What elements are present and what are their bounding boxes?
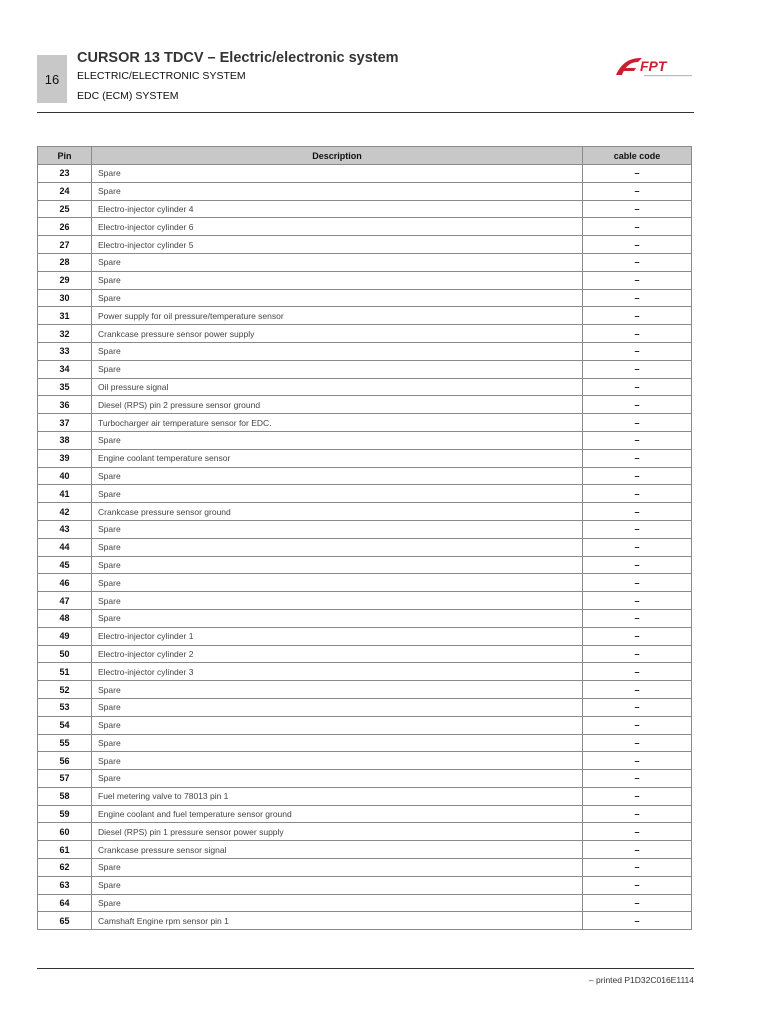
table-row (38, 342, 692, 360)
cable-code-cell: – (583, 182, 692, 200)
table-row (38, 200, 692, 218)
cable-code-cell: – (583, 396, 692, 414)
pin-cell: 56 (38, 752, 92, 770)
table-row (38, 289, 692, 307)
description-cell: Spare (92, 271, 583, 289)
description-cell: Spare (92, 716, 583, 734)
description-cell: Spare (92, 467, 583, 485)
cable-code-cell: – (583, 378, 692, 396)
description-cell: Spare (92, 894, 583, 912)
table-row (38, 485, 692, 503)
cable-code-cell: – (583, 698, 692, 716)
cable-code-cell: – (583, 289, 692, 307)
description-cell: Diesel (RPS) pin 1 pressure sensor power supply (92, 823, 583, 841)
page-number: 16 (44, 71, 60, 87)
table-header-row (38, 147, 692, 165)
pin-cell: 31 (38, 307, 92, 325)
cable-code-cell: – (583, 218, 692, 236)
fpt-logo-icon (614, 54, 698, 80)
cable-code-cell: – (583, 876, 692, 894)
print-code: – printed P1D32C016E1114 (588, 975, 694, 985)
pin-cell: 41 (38, 485, 92, 503)
pin-cell: 57 (38, 770, 92, 788)
pin-cell: 40 (38, 467, 92, 485)
table-row (38, 787, 692, 805)
pin-cell: 33 (38, 342, 92, 360)
pin-cell: 48 (38, 609, 92, 627)
description-cell: Spare (92, 752, 583, 770)
table-row (38, 396, 692, 414)
pin-cell: 38 (38, 431, 92, 449)
section-title: ELECTRIC/ELECTRONIC SYSTEM (77, 70, 246, 82)
table-row (38, 538, 692, 556)
table-row (38, 182, 692, 200)
column-header-pin: Pin (38, 147, 92, 165)
cable-code-cell: – (583, 271, 692, 289)
pin-cell: 35 (38, 378, 92, 396)
header-divider (37, 112, 694, 113)
cable-code-cell: – (583, 805, 692, 823)
pin-cell: 54 (38, 716, 92, 734)
cable-code-cell: – (583, 859, 692, 877)
table-row (38, 503, 692, 521)
table-row (38, 734, 692, 752)
cable-code-cell: – (583, 645, 692, 663)
table-row (38, 663, 692, 681)
table-body (38, 165, 692, 930)
cable-code-cell: – (583, 787, 692, 805)
description-cell: Electro-injector cylinder 1 (92, 627, 583, 645)
cable-code-cell: – (583, 716, 692, 734)
table-row (38, 592, 692, 610)
pin-table (37, 146, 692, 930)
cable-code-cell: – (583, 236, 692, 254)
description-cell: Power supply for oil pressure/temperature sensor (92, 307, 583, 325)
description-cell: Spare (92, 538, 583, 556)
table-row (38, 325, 692, 343)
footer-divider (37, 968, 694, 969)
description-cell: Spare (92, 342, 583, 360)
table-row (38, 218, 692, 236)
table-row (38, 698, 692, 716)
pin-cell: 26 (38, 218, 92, 236)
description-cell: Electro-injector cylinder 6 (92, 218, 583, 236)
pin-cell: 49 (38, 627, 92, 645)
table-row (38, 253, 692, 271)
pin-cell: 63 (38, 876, 92, 894)
pin-cell: 51 (38, 663, 92, 681)
table-row (38, 823, 692, 841)
description-cell: Engine coolant and fuel temperature sensor ground (92, 805, 583, 823)
pin-cell: 43 (38, 520, 92, 538)
description-cell: Crankcase pressure sensor ground (92, 503, 583, 521)
page-number-tab (37, 55, 67, 103)
pin-cell: 47 (38, 592, 92, 610)
table-row (38, 841, 692, 859)
cable-code-cell: – (583, 538, 692, 556)
cable-code-cell: – (583, 503, 692, 521)
cable-code-cell: – (583, 574, 692, 592)
description-cell: Electro-injector cylinder 2 (92, 645, 583, 663)
description-cell: Spare (92, 698, 583, 716)
table-row (38, 378, 692, 396)
description-cell: Camshaft Engine rpm sensor pin 1 (92, 912, 583, 930)
table-row (38, 627, 692, 645)
table-row (38, 859, 692, 877)
cable-code-cell: – (583, 681, 692, 699)
pin-cell: 24 (38, 182, 92, 200)
pin-cell: 34 (38, 360, 92, 378)
description-cell: Fuel metering valve to 78013 pin 1 (92, 787, 583, 805)
pin-cell: 53 (38, 698, 92, 716)
table-row (38, 805, 692, 823)
description-cell: Electro-injector cylinder 3 (92, 663, 583, 681)
cable-code-cell: – (583, 556, 692, 574)
table-row (38, 770, 692, 788)
pin-cell: 27 (38, 236, 92, 254)
logo-text: FPT (640, 58, 667, 74)
cable-code-cell: – (583, 609, 692, 627)
pin-cell: 28 (38, 253, 92, 271)
table-row (38, 609, 692, 627)
description-cell: Spare (92, 681, 583, 699)
description-cell: Crankcase pressure sensor signal (92, 841, 583, 859)
description-cell: Spare (92, 360, 583, 378)
table-row (38, 574, 692, 592)
table-row (38, 360, 692, 378)
cable-code-cell: – (583, 770, 692, 788)
description-cell: Spare (92, 431, 583, 449)
pin-cell: 58 (38, 787, 92, 805)
table-row (38, 431, 692, 449)
pin-cell: 65 (38, 912, 92, 930)
pin-cell: 52 (38, 681, 92, 699)
cable-code-cell: – (583, 627, 692, 645)
cable-code-cell: – (583, 165, 692, 183)
description-cell: Spare (92, 485, 583, 503)
cable-code-cell: – (583, 253, 692, 271)
cable-code-cell: – (583, 485, 692, 503)
description-cell: Crankcase pressure sensor power supply (92, 325, 583, 343)
column-header-description: Description (92, 147, 583, 165)
description-cell: Spare (92, 770, 583, 788)
description-cell: Engine coolant temperature sensor (92, 449, 583, 467)
pin-cell: 62 (38, 859, 92, 877)
pin-cell: 60 (38, 823, 92, 841)
description-cell: Spare (92, 182, 583, 200)
cable-code-cell: – (583, 841, 692, 859)
description-cell: Electro-injector cylinder 4 (92, 200, 583, 218)
table-row (38, 520, 692, 538)
pin-cell: 50 (38, 645, 92, 663)
table-row (38, 271, 692, 289)
table-row (38, 307, 692, 325)
document-title: CURSOR 13 TDCV – Electric/electronic system (77, 50, 399, 66)
description-cell: Spare (92, 609, 583, 627)
cable-code-cell: – (583, 912, 692, 930)
pin-cell: 23 (38, 165, 92, 183)
pin-cell: 25 (38, 200, 92, 218)
table-row (38, 449, 692, 467)
cable-code-cell: – (583, 360, 692, 378)
column-header-cable-code: cable code (583, 147, 692, 165)
pin-cell: 45 (38, 556, 92, 574)
pin-cell: 44 (38, 538, 92, 556)
pin-cell: 64 (38, 894, 92, 912)
pin-cell: 29 (38, 271, 92, 289)
pin-cell: 59 (38, 805, 92, 823)
cable-code-cell: – (583, 307, 692, 325)
table-row (38, 876, 692, 894)
pin-cell: 30 (38, 289, 92, 307)
description-cell: Spare (92, 253, 583, 271)
description-cell: Spare (92, 592, 583, 610)
cable-code-cell: – (583, 663, 692, 681)
pin-cell: 36 (38, 396, 92, 414)
cable-code-cell: – (583, 823, 692, 841)
table-row (38, 894, 692, 912)
cable-code-cell: – (583, 200, 692, 218)
description-cell: Spare (92, 859, 583, 877)
pin-cell: 61 (38, 841, 92, 859)
description-cell: Spare (92, 556, 583, 574)
cable-code-cell: – (583, 894, 692, 912)
description-cell: Spare (92, 876, 583, 894)
pin-cell: 55 (38, 734, 92, 752)
description-cell: Spare (92, 520, 583, 538)
description-cell: Oil pressure signal (92, 378, 583, 396)
table-row (38, 467, 692, 485)
cable-code-cell: – (583, 449, 692, 467)
pin-cell: 42 (38, 503, 92, 521)
cable-code-cell: – (583, 414, 692, 432)
cable-code-cell: – (583, 325, 692, 343)
cable-code-cell: – (583, 342, 692, 360)
cable-code-cell: – (583, 592, 692, 610)
description-cell: Spare (92, 734, 583, 752)
pin-cell: 37 (38, 414, 92, 432)
description-cell: Spare (92, 289, 583, 307)
cable-code-cell: – (583, 431, 692, 449)
description-cell: Turbocharger air temperature sensor for EDC. (92, 414, 583, 432)
table-row (38, 414, 692, 432)
cable-code-cell: – (583, 520, 692, 538)
table-row (38, 681, 692, 699)
description-cell: Spare (92, 574, 583, 592)
pin-cell: 39 (38, 449, 92, 467)
pin-cell: 46 (38, 574, 92, 592)
subsection-title: EDC (ECM) SYSTEM (77, 90, 179, 102)
table-row (38, 752, 692, 770)
table-row (38, 912, 692, 930)
table-row (38, 165, 692, 183)
pin-cell: 32 (38, 325, 92, 343)
description-cell: Electro-injector cylinder 5 (92, 236, 583, 254)
cable-code-cell: – (583, 467, 692, 485)
table-row (38, 645, 692, 663)
cable-code-cell: – (583, 752, 692, 770)
cable-code-cell: – (583, 734, 692, 752)
description-cell: Spare (92, 165, 583, 183)
description-cell: Diesel (RPS) pin 2 pressure sensor ground (92, 396, 583, 414)
table-row (38, 236, 692, 254)
table-row (38, 716, 692, 734)
table-row (38, 556, 692, 574)
